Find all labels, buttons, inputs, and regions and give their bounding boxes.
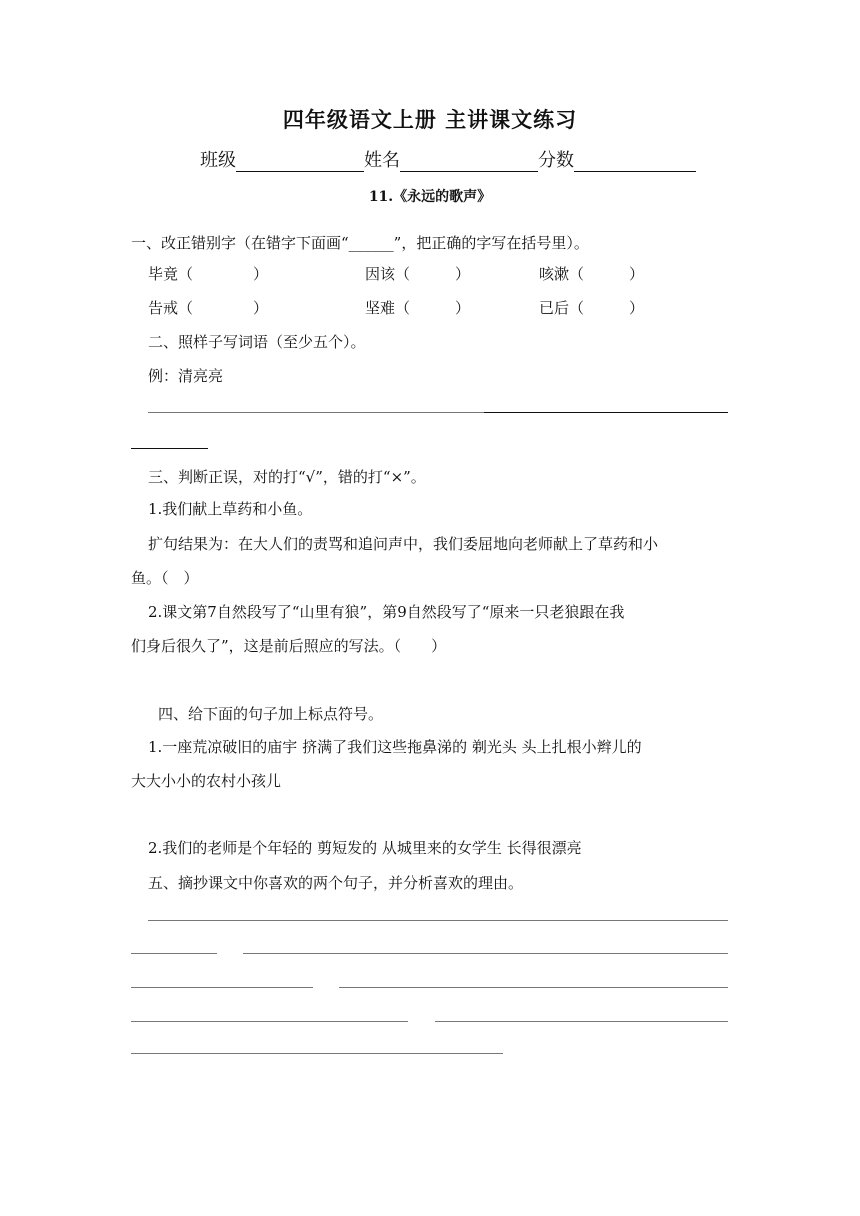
answer-line: [131, 953, 217, 954]
name-label: 姓名: [364, 150, 400, 171]
class-label: 班级: [200, 150, 236, 171]
section5-heading: 五、摘抄课文中你喜欢的两个句子，并分析喜欢的理由。: [148, 874, 524, 892]
correction-item: 已后（ ）: [539, 299, 645, 317]
section3-question-1-text: 鱼。（ ）: [131, 569, 199, 587]
section3-question-1: 1.我们献上草药和小鱼。: [148, 500, 313, 518]
section4-question-2-text: 2.我们的老师是个年轻的 剪短发的 从城里来的女学生 长得很漂亮: [148, 839, 582, 857]
answer-line: [131, 448, 208, 449]
answer-line: [339, 987, 728, 988]
answer-line: [484, 412, 728, 413]
answer-line: [243, 953, 728, 954]
answer-line: [131, 1053, 503, 1054]
answer-line: [148, 920, 728, 921]
correction-item: 告戒（ ）: [148, 299, 269, 317]
section4-question-1-text: 大大小小的农村小孩儿: [131, 772, 282, 790]
section2-example: 例：清亮亮: [148, 367, 224, 385]
student-info-row: [200, 146, 696, 172]
section4-heading: 四、给下面的句子加上标点符号。: [158, 705, 384, 723]
section1-heading: 一、改正错别字（在错字下面画“______”，把正确的字写在括号里）。: [131, 234, 589, 252]
score-blank: [574, 151, 696, 172]
section3-heading: 三、判断正误，对的打“√”，错的打“×”。: [148, 468, 426, 486]
name-blank: [400, 151, 538, 172]
correction-item: 毕竟（ ）: [148, 265, 269, 283]
page-title: 四年级语文上册 主讲课文练习: [282, 107, 578, 132]
section4-question-1-text: 1.一座荒凉破旧的庙宇 挤满了我们这些拖鼻涕的 剃光头 头上扎根小辫儿的: [148, 738, 642, 756]
answer-line: [435, 1021, 728, 1022]
answer-line: [148, 412, 484, 413]
lesson-title: 11.《永远的歌声》: [368, 189, 492, 205]
section3-question-2-text: 2.课文第7自然段写了“山里有狼”，第9自然段写了“原来一只老狼跟在我: [148, 603, 625, 621]
section3-question-1-text: 扩句结果为：在大人们的责骂和追问声中，我们委屈地向老师献上了草药和小: [148, 535, 659, 553]
section2-heading: 二、照样子写词语（至少五个）。: [148, 333, 366, 351]
correction-item: 坚难（ ）: [365, 299, 471, 317]
class-blank: [236, 151, 364, 172]
section3-question-2-text: 们身后很久了”，这是前后照应的写法。（ ）: [131, 637, 447, 655]
correction-item: 咳漱（ ）: [539, 265, 645, 283]
score-label: 分数: [538, 150, 574, 171]
correction-item: 因该（ ）: [365, 265, 471, 283]
answer-line: [131, 987, 313, 988]
answer-line: [131, 1021, 408, 1022]
